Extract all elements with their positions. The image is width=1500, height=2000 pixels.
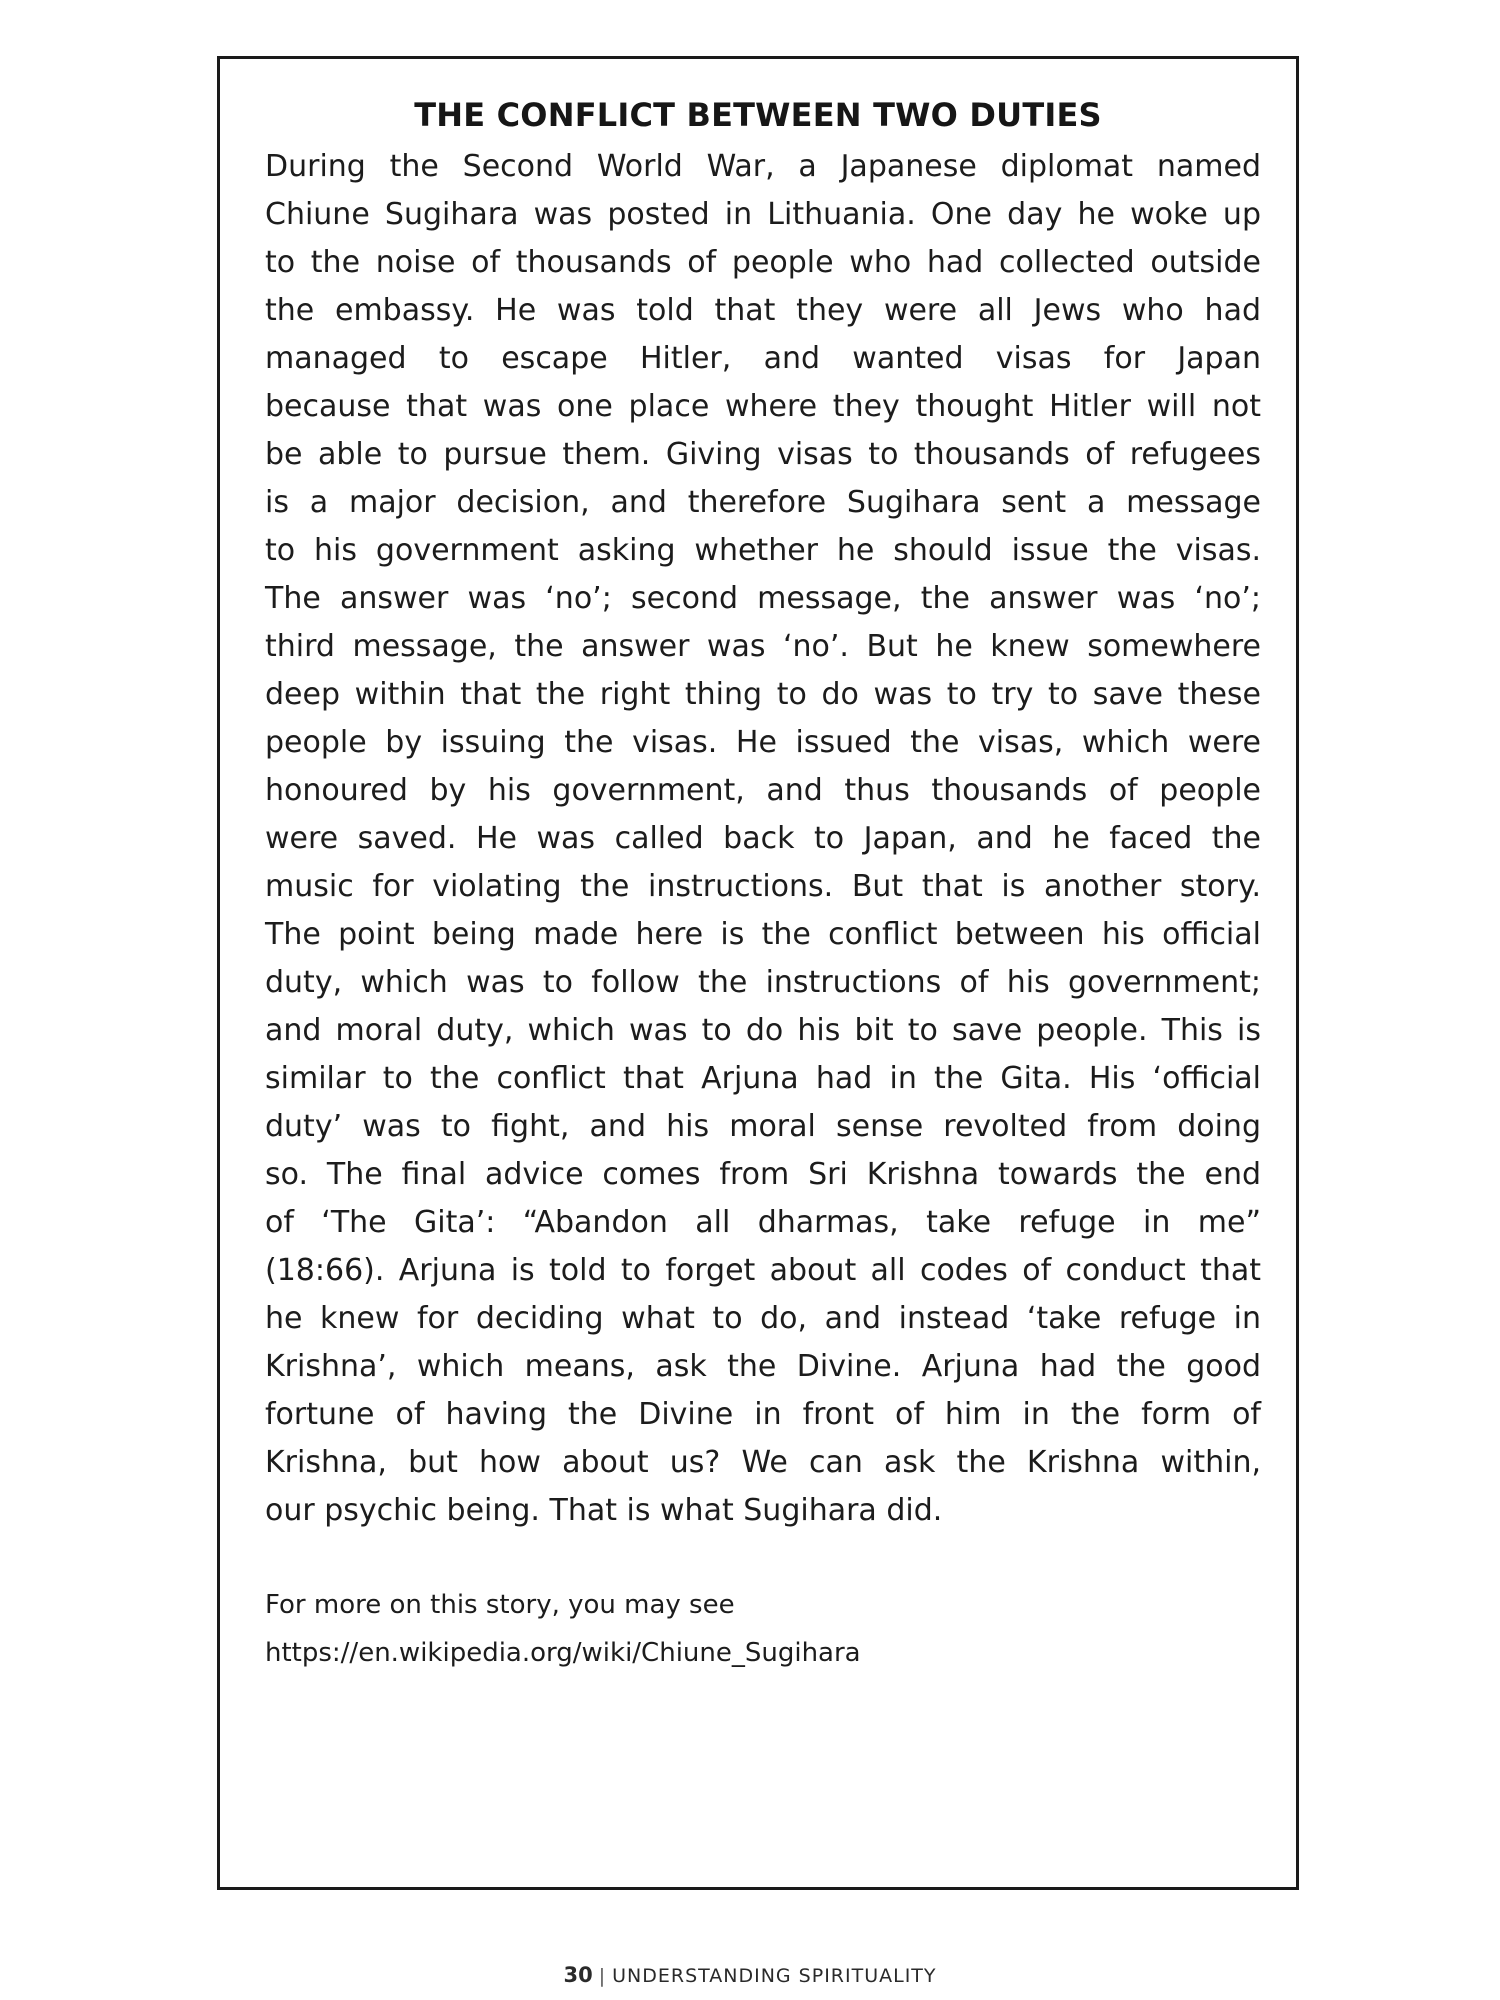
story-line: is a major decision, and therefore Sugihara sent a message [265, 485, 1261, 520]
note-text: For more on this story, you may see [265, 1590, 735, 1620]
story-box [217, 56, 1299, 1890]
further-reading-note [265, 1581, 1255, 1677]
story-line: of ‘The Gita’: “Abandon all dharmas, take refuge in me” [265, 1205, 1261, 1240]
story-line: to the noise of thousands of people who had collected outside [265, 245, 1261, 280]
story-line: and moral duty, which was to do his bit to save people. This is [265, 1013, 1261, 1048]
story-line: Krishna, but how about us? We can ask the Krishna within, [265, 1445, 1261, 1480]
story-line: our psychic being. That is what Sugihara did. [265, 1493, 943, 1528]
story-line: During the Second World War, a Japanese diplomat named [265, 149, 1261, 184]
story-line: the embassy. He was told that they were all Jews who had [265, 293, 1261, 328]
story-line: be able to pursue them. Giving visas to thousands of refugees [265, 437, 1261, 472]
story-line: duty’ was to fight, and his moral sense revolted from doing [265, 1109, 1261, 1144]
story-line: because that was one place where they thought Hitler will not [265, 389, 1261, 424]
story-line: similar to the conflict that Arjuna had in the Gita. His ‘official [265, 1061, 1261, 1096]
story-line: honoured by his government, and thus thousands of people [265, 773, 1261, 808]
story-line: third message, the answer was ‘no’. But he knew somewhere [265, 629, 1261, 664]
story-line: to his government asking whether he should issue the visas. [265, 533, 1261, 568]
footer-separator: | [598, 1965, 607, 1987]
page-number: 30 [563, 1963, 593, 1987]
story-line: The answer was ‘no’; second message, the answer was ‘no’; [265, 581, 1261, 616]
book-title: UNDERSTANDING SPIRITUALITY [612, 1965, 937, 1987]
story-line: were saved. He was called back to Japan, and he faced the [265, 821, 1261, 856]
story-line: managed to escape Hitler, and wanted visas for Japan [265, 341, 1261, 376]
story-paragraph [265, 143, 1261, 1535]
story-line: he knew for deciding what to do, and instead ‘take refuge in [265, 1301, 1261, 1336]
story-line: people by issuing the visas. He issued the visas, which were [265, 725, 1261, 760]
wikipedia-link[interactable]: https://en.wikipedia.org/wiki/Chiune_Sugihara [265, 1638, 861, 1668]
story-line: fortune of having the Divine in front of him in the form of [265, 1397, 1261, 1432]
story-line: Chiune Sugihara was posted in Lithuania. One day he woke up [265, 197, 1261, 232]
story-line: deep within that the right thing to do was to try to save these [265, 677, 1261, 712]
story-line: Krishna’, which means, ask the Divine. Arjuna had the good [265, 1349, 1261, 1384]
box-title: THE CONFLICT BETWEEN TWO DUTIES [414, 96, 1102, 134]
story-line: The point being made here is the conflict between his official [265, 917, 1261, 952]
story-line: music for violating the instructions. But that is another story. [265, 869, 1261, 904]
page-footer [0, 1963, 1500, 1987]
story-line: (18:66). Arjuna is told to forget about all codes of conduct that [265, 1253, 1261, 1288]
story-line: duty, which was to follow the instructions of his government; [265, 965, 1261, 1000]
story-line: so. The final advice comes from Sri Krishna towards the end [265, 1157, 1261, 1192]
